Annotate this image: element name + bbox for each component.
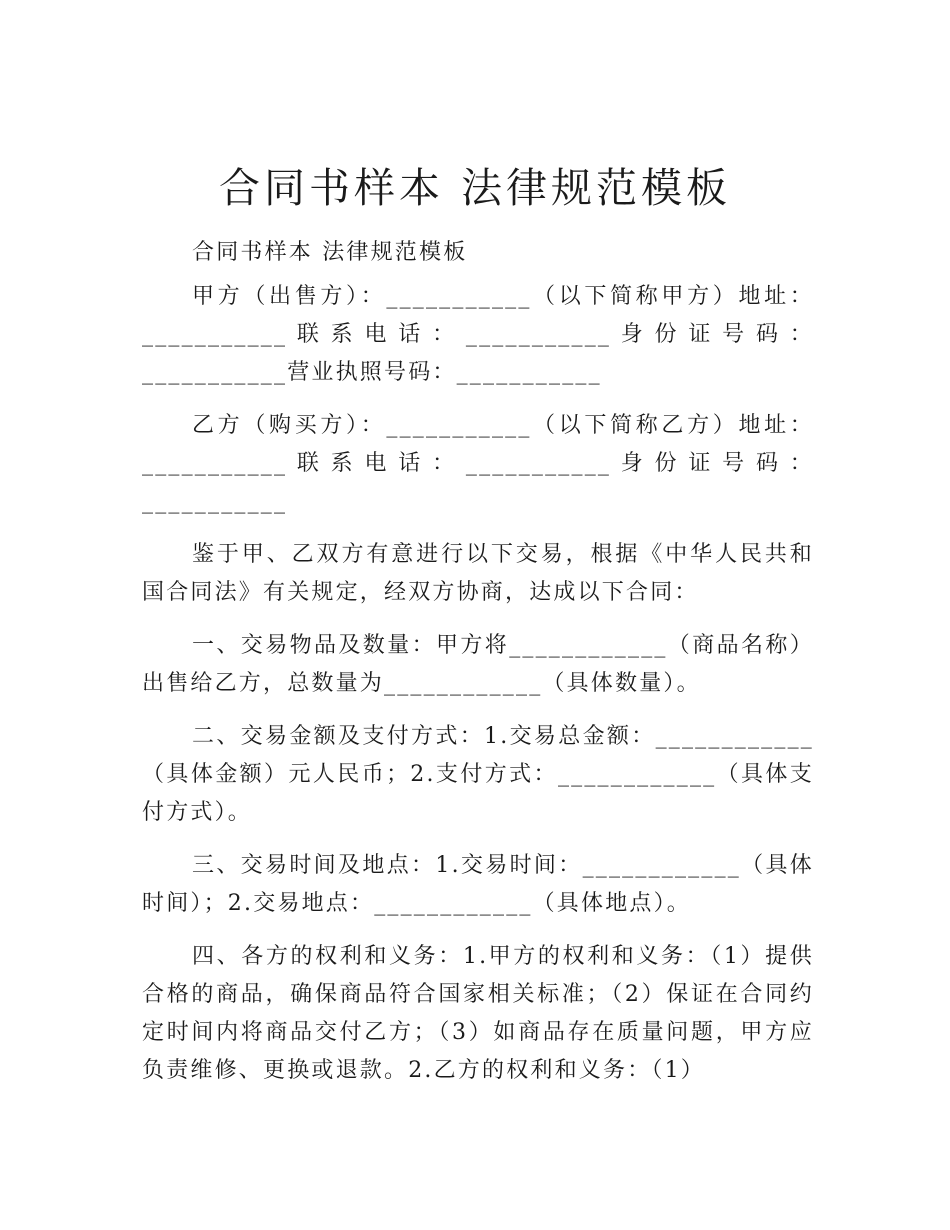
document-title: 合同书样本 法律规范模板 [218, 164, 732, 212]
document-subtitle: 合同书样本 法律规范模板 [192, 240, 468, 265]
clause-3-paragraph: 三、交易时间及地点：1.交易时间：____________（具体时间）；2.交易地点：____________（具体地点）。 [142, 853, 814, 916]
document-body [142, 234, 814, 1105]
clause-1-paragraph: 一、交易物品及数量：甲方将____________（商品名称）出售给乙方，总数量为____________（具体数量）。 [142, 633, 814, 696]
clause-2-paragraph: 二、交易金额及支付方式：1.交易总金额：____________（具体金额）元人民币；2.支付方式：____________（具体支付方式）。 [142, 724, 814, 825]
party-a-paragraph: 甲方（出售方）：___________（以下简称甲方）地址：___________联系电话：___________身份证号码：___________营业执照号码：___________ [142, 284, 814, 385]
preamble-paragraph: 鉴于甲、乙双方有意进行以下交易，根据《中华人民共和国合同法》有关规定，经双方协商，达成以下合同： [142, 542, 814, 605]
party-b-paragraph: 乙方（购买方）：___________（以下简称乙方）地址：___________联系电话：___________身份证号码：___________ [142, 413, 814, 514]
clause-4-paragraph: 四、各方的权利和义务：1.甲方的权利和义务：（1）提供合格的商品，确保商品符合国家相关标准；（2）保证在合同约定时间内将商品交付乙方；（3）如商品存在质量问题，甲方应负责维修、更换或退款。2.乙方的权利和义务：（1） [142, 944, 814, 1083]
